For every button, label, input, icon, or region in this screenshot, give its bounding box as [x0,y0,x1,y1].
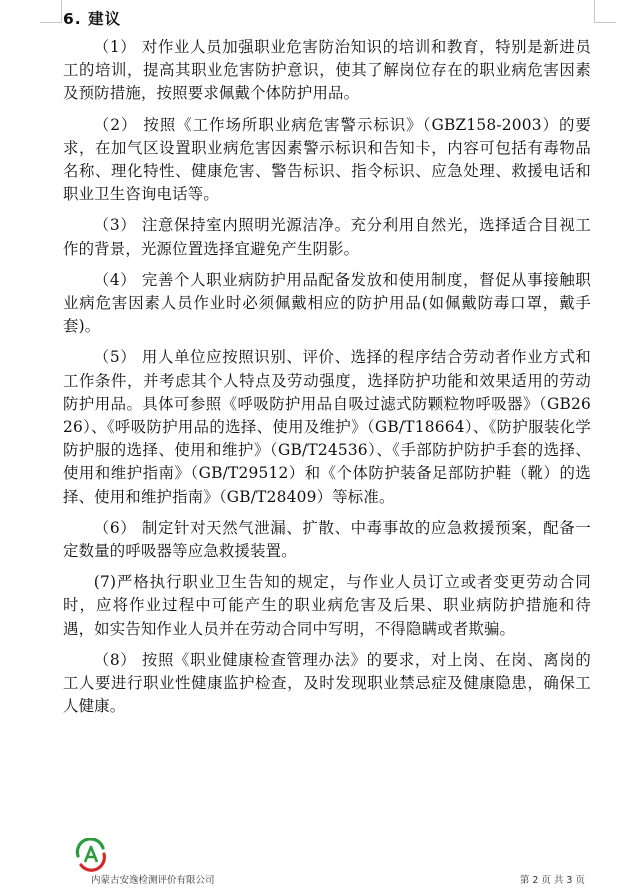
paragraph-8: （8） 按照《职业健康检查管理办法》的要求，对上岗、在岗、离岗的工人要进行职业性健康监护检查，及时发现职业禁忌症及健康隐患，确保工人健康。 [63,650,591,716]
corner-mark-top-left-v [61,0,62,22]
corner-mark-top-left-h [40,22,62,23]
company-name: 内蒙古安逸检测评价有限公司 [91,875,215,886]
paragraph-1: （1） 对作业人员加强职业危害防治知识的培训和教育，特别是新进员工的培训，提高其职业危害防护意识，使其了解岗位存在的职业病危害因素及预防措施，按照要求佩戴个体防护用品。 [63,38,591,103]
document-body [63,36,591,718]
paragraph-3: （3） 注意保持室内照明光源洁净。充分利用自然光，选择适合目视工作的背景，光源位置选择宜避免产生阴影。 [63,216,591,258]
company-logo-icon [73,838,109,872]
paragraph-6: （6） 制定针对天然气泄漏、扩散、中毒事故的应急救援预案，配备一定数量的呼吸器等应急救援装置。 [63,518,591,561]
corner-mark-top-right-h [594,22,616,23]
corner-mark-top-right-v [594,0,595,22]
page-number: 第 2 页 共 3 页 [519,875,585,886]
paragraph-5: （5） 用人单位应按照识别、评价、选择的程序结合劳动者作业方式和工作条件，并考虑其个人特点及劳动强度，选择防护功能和效果适用的劳动防护用品。具体可参照《呼吸防护用品自吸过滤式防颗粒物呼吸器》（GB2626）、《呼吸防护用品的选择、使用及维护》（GB/T18664）、《防护服装化学防护服的选择、使用和维护》（GB/T24536）、《手部防护防护手套的选择、使用和维护指南》（GB/T29512）和《个体防护装备足部防护鞋（靴）的选择、使用和维护指南》（GB/T28409）等标准。 [63,348,591,506]
page-footer [63,838,591,886]
section-heading: 6. 建议 [63,10,122,28]
paragraph-2: （2） 按照《工作场所职业病危害警示标识》（GBZ158-2003）的要求，在加气区设置职业病危害因素警示标识和告知卡，内容可包括有毒物品名称、理化特性、健康危害、警告标识、指令标识、应急处理、救援电话和职业卫生咨询电话等。 [63,115,591,204]
paragraph-4: （4） 完善个人职业病防护用品配备发放和使用制度，督促从事接触职业病危害因素人员作业时必须佩戴相应的防护用品(如佩戴防毒口罩，戴手套)。 [63,270,591,336]
paragraph-7: (7)严格执行职业卫生告知的规定，与作业人员订立或者变更劳动合同时，应将作业过程中可能产生的职业病危害及后果、职业病防护措施和待遇，如实告知作业人员并在劳动合同中写明，不得隐瞒或者欺骗。 [63,573,591,638]
